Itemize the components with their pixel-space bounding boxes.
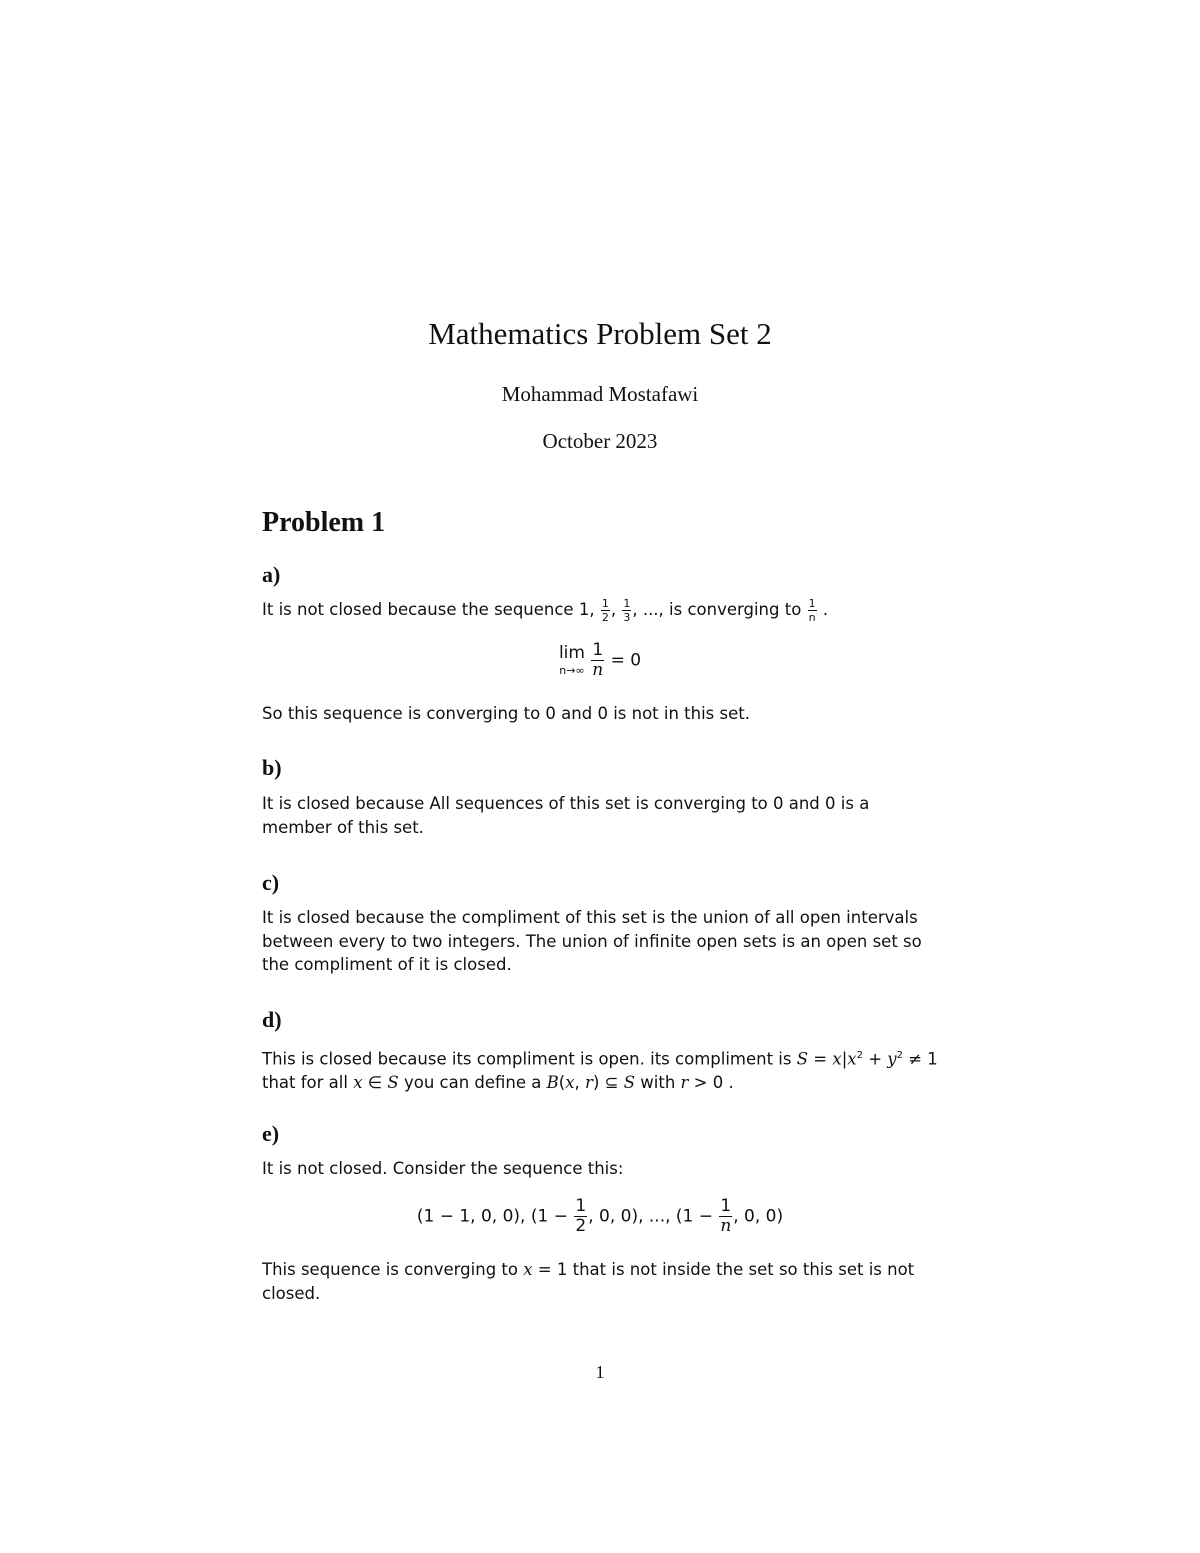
part-a-limit-equation: lim n→∞ $\frac{1}{n}$ = 0 [558,640,642,680]
document-author: Mohammad Mostafawi [501,382,699,406]
part-d-label: d) [262,1007,282,1032]
document-title: Mathematics Problem Set 2 [428,316,772,351]
part-e-intro: It is not closed. Consider the sequence this: [262,1159,624,1178]
part-a-text: It is not closed because the sequence 1, $\frac{1}{2}$ , $\frac{1}{3}$ , ..., is converging to $\frac{1}{n}$ . [262,597,829,624]
part-e-sequence-equation: (1 − 1, 0, 0), (1 − $\frac{1}{2}$ , 0, 0), ..., (1 − $\frac{1}{n}$ , 0, 0) [416,1196,784,1236]
fraction-one-over-n: $\frac{1}{n}$ [808,597,816,624]
part-e-conclusion: This sequence is converging to x = 1 that is not inside the set so this set is not closed. [262,1260,915,1303]
part-a-label: a) [262,562,281,587]
part-e-label: e) [262,1121,280,1146]
page-number: 1 [595,1362,605,1382]
part-b-text: It is closed because All sequences of this set is converging to 0 and 0 is a member of this set. [262,794,870,837]
part-a-conclusion: So this sequence is converging to 0 and 0 is not in this set. [262,704,750,723]
part-d-text: This is closed because its compliment is open. its compliment is $S = x|x^2 + y^2 \ne 1$ that for all x ∈ S you can define a B(x, r) ⊆ S with r > 0 . [262,1049,938,1092]
part-c-label: c) [262,870,280,895]
document-date: October 2023 [542,429,658,453]
fraction-one-third: $\frac{1}{3}$ [623,597,631,624]
fraction-one-half: $\frac{1}{2}$ [601,597,609,624]
part-b-label: b) [262,755,282,780]
section-heading: Problem 1 [262,507,386,538]
part-c-text: It is closed because the compliment of this set is the union of all open intervals between every to two integers. The union of infinite open sets is an open set so the compliment of it is closed. [262,908,922,974]
